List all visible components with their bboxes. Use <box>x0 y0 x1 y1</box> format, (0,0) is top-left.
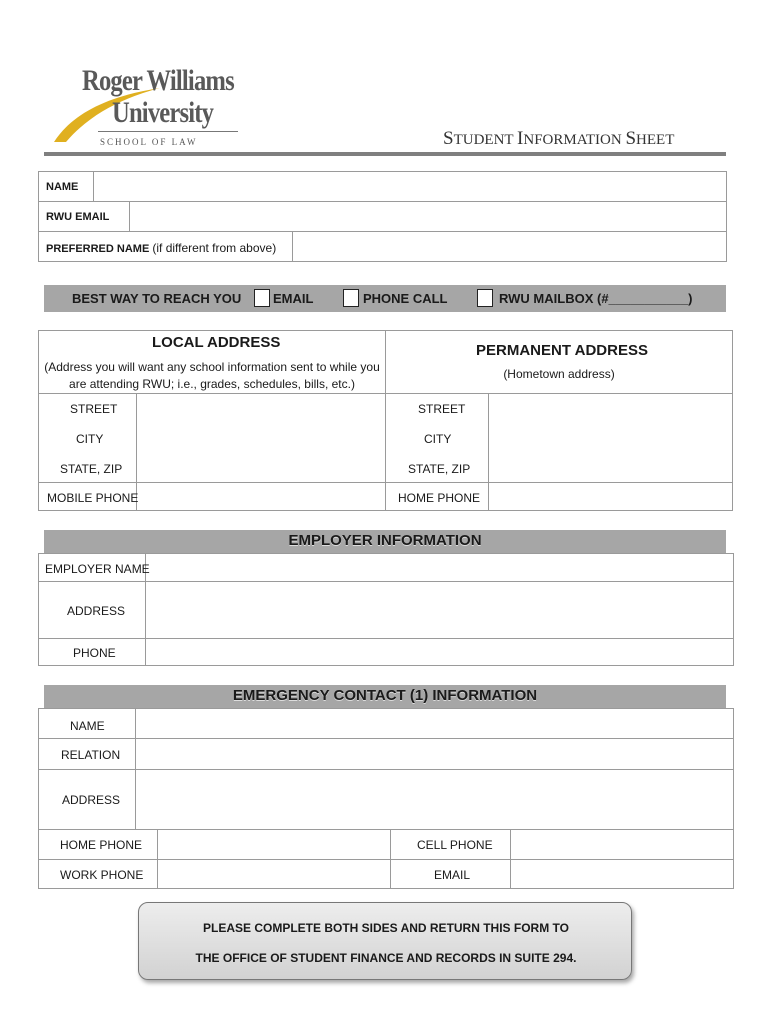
employer-name-input[interactable] <box>145 553 734 582</box>
employer-address-label: ADDRESS <box>67 604 126 618</box>
permanent-address-note: (Hometown address) <box>503 367 615 381</box>
title-divider <box>44 152 726 156</box>
permanent-street-label: STREET <box>418 402 466 416</box>
permanent-state-zip-label: STATE, ZIP <box>408 462 471 476</box>
emergency-name-input[interactable] <box>135 708 734 739</box>
name-input[interactable] <box>93 171 727 202</box>
email-checkbox[interactable] <box>254 289 270 307</box>
email-option-label: EMAIL <box>273 291 314 306</box>
emergency-home-phone-label: HOME PHONE <box>60 838 143 852</box>
permanent-address-title: PERMANENT ADDRESS <box>476 342 648 359</box>
emergency-name-label: NAME <box>70 719 105 733</box>
permanent-address-input[interactable] <box>488 393 733 483</box>
local-city-label: CITY <box>76 432 104 446</box>
emergency-address-input[interactable] <box>135 769 734 830</box>
phone-call-checkbox[interactable] <box>343 289 359 307</box>
logo-text-line2: University <box>112 96 214 129</box>
local-address-note: (Address you will want any school information sent to while you are attending RWU; i.e., grades, schedules, bills, etc.) <box>44 360 380 391</box>
mobile-phone-input[interactable] <box>136 482 386 511</box>
emergency-address-label: ADDRESS <box>62 793 121 807</box>
emergency-cell-phone-label: CELL PHONE <box>417 838 493 852</box>
permanent-city-label: CITY <box>424 432 452 446</box>
notice-line-2: THE OFFICE OF STUDENT FINANCE AND RECORDS IN SUITE 294. <box>195 951 577 965</box>
employer-phone-label: PHONE <box>73 646 116 660</box>
emergency-relation-input[interactable] <box>135 738 734 770</box>
home-phone-input[interactable] <box>488 482 733 511</box>
mobile-phone-label: MOBILE PHONE <box>47 491 139 505</box>
permanent-address-header-cell <box>385 330 733 394</box>
phone-call-option-label: PHONE CALL <box>363 291 448 306</box>
return-instructions-box <box>138 902 632 980</box>
rwu-email-input[interactable] <box>129 201 727 232</box>
logo-rule <box>98 131 238 132</box>
emergency-relation-label: RELATION <box>61 748 121 762</box>
emergency-work-phone-input[interactable] <box>157 859 391 889</box>
emergency-section-title: EMERGENCY CONTACT (1) INFORMATION <box>232 687 538 704</box>
home-phone-label: HOME PHONE <box>398 491 481 505</box>
local-street-label: STREET <box>70 402 118 416</box>
local-address-title: LOCAL ADDRESS <box>152 334 281 351</box>
emergency-work-phone-label: WORK PHONE <box>60 868 144 882</box>
notice-line-1: PLEASE COMPLETE BOTH SIDES AND RETURN THIS FORM TO <box>202 921 570 935</box>
preferred-name-input[interactable] <box>292 231 727 262</box>
rwu-email-label: RWU EMAIL <box>46 211 110 223</box>
emergency-email-input[interactable] <box>510 859 734 889</box>
local-address-input[interactable] <box>136 393 386 483</box>
name-label: NAME <box>46 181 79 193</box>
employer-phone-input[interactable] <box>145 638 734 666</box>
page-title: STUDENT INFORMATION SHEET <box>443 128 675 149</box>
rwu-mailbox-checkbox[interactable] <box>477 289 493 307</box>
logo-subtitle: SCHOOL OF LAW <box>100 137 198 147</box>
emergency-cell-phone-input[interactable] <box>510 829 734 860</box>
employer-address-input[interactable] <box>145 581 734 639</box>
employer-name-label: EMPLOYER NAME <box>45 562 150 576</box>
emergency-email-label: EMAIL <box>434 868 471 882</box>
local-state-zip-label: STATE, ZIP <box>60 462 123 476</box>
reach-label: BEST WAY TO REACH YOU <box>72 291 242 306</box>
logo-text-line1: Roger Williams <box>82 64 234 97</box>
rwu-mailbox-option-label: RWU MAILBOX (#___________) <box>499 291 693 306</box>
preferred-name-label: PREFERRED NAME (if different from above) <box>46 241 277 255</box>
employer-section-title: EMPLOYER INFORMATION <box>288 532 482 549</box>
emergency-home-phone-input[interactable] <box>157 829 391 860</box>
